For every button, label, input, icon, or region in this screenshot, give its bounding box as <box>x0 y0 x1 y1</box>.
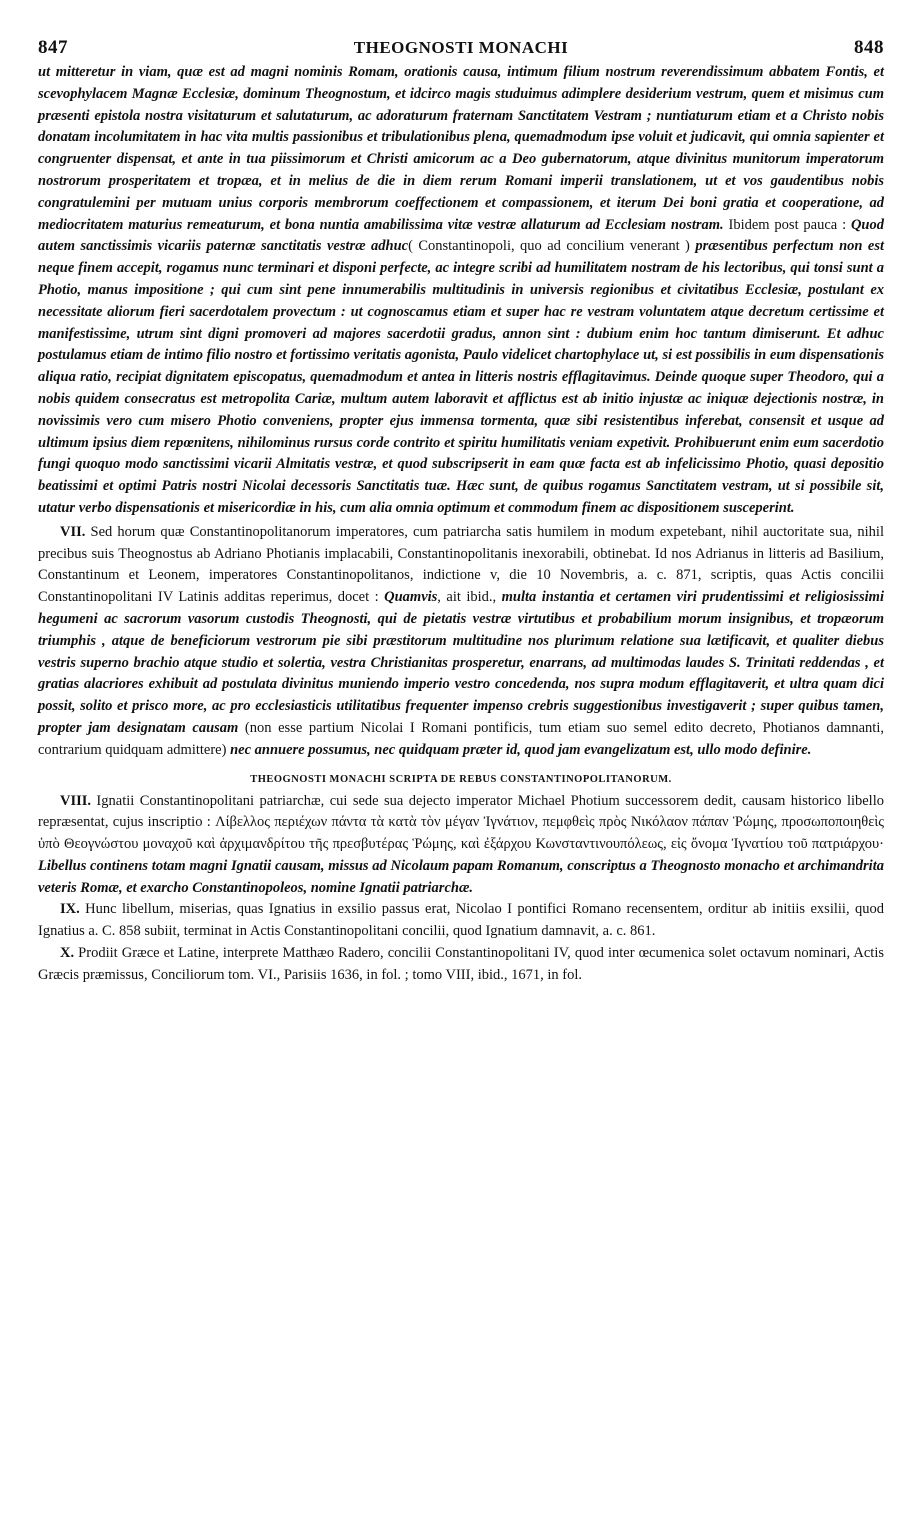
section-number: X. <box>60 945 75 962</box>
section-number: IX. <box>60 901 80 918</box>
italic-text: Quamvis <box>384 589 438 606</box>
section-number: VII. <box>60 523 86 540</box>
roman-text: Sed horum quæ Constantinopolitanorum imperatores, cum patriarcha satis humilem in modum expetebant, nihil auctoritate sua, nihil precibus suis Theognostus ab Adriano Photianis implacabili, Constantinopolitanis inexorabili, obtinebat. Id nos Adrianus in litteris ad Basilium, Constantinum et Leonem, imperatores Constantinopolitanos, indictione v, die 10 Novembris, a. c. 871, scriptis, quas Actis concilii Constantinopolitani IV Latinis additas reperimus, docet : <box>38 523 884 606</box>
italic-text: ut mitteretur in viam, quæ est ad magni nominis Romam, orationis causa, intimum filium nostrum reverendissimum abbatem Fontis, et scevophylacem Magnæ Ecclesiæ, dominum Theognostum, et idcirco magis studuimus adimplere desiderium vestrum, quem et misimus cum præsenti epistola nostra visitaturum et salutaturum, ac adoraturum fraternam Sanctitatem Vestram ; nuntiaturum etiam et a Christo nobis donatam incolumitatem in hac vita multis passionibus et tribulationibus plena, quemadmodum ipse voluit et judicavit, qui omnia sapienter et congruenter dispensat, et ante in tua piissimorum et Christi amicorum ac a Deo gubernatorum, atque divinitus munitorum imperatorum nostrorum prosperitatem et tropæa, et in melius de die in diem rerum Romani imperii translationem, ut et vos gaudentibus nobis congratulemini per mutuam unius corporis membrorum coeffectionem et compassionem, et iterum Dei boni gratia et cooperatione, ad mediocritatem maturius remeaturum, et bona nuntia amabilissima vitæ vestræ allaturum ad Ecclesiam nostram. <box>38 64 884 233</box>
roman-text: , ait ibid., <box>437 589 502 606</box>
paragraph-ix <box>38 899 884 943</box>
paragraph-vii <box>38 522 884 762</box>
roman-text: (non esse partium Nicolai I Romani pontificis, tum etiam suo semel edito decreto, Photianos damnanti, contrarium quidquam admittere) <box>38 719 884 758</box>
paragraph-x <box>38 943 884 987</box>
italic-text: Quod autem sanctissimis vicariis paternæ sanctitatis vestræ adhuc <box>38 216 884 255</box>
italic-text: multa instantia et certamen viri prudentissimi et religiosissimi hegumeni ac sacrorum vasorum custodis Theognosti, qui de pietatis vestræ virtutibus et probabilium morum insignibus, et tropæorum triumphis , atque de beneficiorum vestrorum pie sibi præstitorum multitudine nos plurimum relatione sua lætificavit, et qualiter diebus vestris superno brachio atque studio et solertia, vestra Christianitas prosperetur, enarrans, ad multimodas laudes S. Trinitati reddendas , et gratias alacriores exhibuit ad postulata divinitus muniendo imperio vestro concedenda, nos supra modum efflagitaverit, et ultra quam dici possit, solito et prisco more, ac pro ecclesiasticis utilitatibus frequenter impenso crebris suggestionibus investigaverit ; super quibus tamen, propter jam designatam causam <box>38 589 884 736</box>
roman-text: ( Constantinopoli, quo ad concilium venerant ) <box>408 238 690 255</box>
section-number: VIII. <box>60 792 92 809</box>
section-heading: THEOGNOSTI MONACHI SCRIPTA DE REBUS CONSTANTINOPOLITANORUM. <box>250 773 672 785</box>
page-number-left: 847 <box>38 37 68 58</box>
italic-text: Libellus continens totam magni Ignatii causam, missus ad Nicolaum papam Romanum, conscriptus a Theognosto monacho et archimandrita veteris Romæ, et exarcho Constantinopoleos, nomine Ignatii patriarchæ. <box>38 857 884 896</box>
roman-text: Prodiit Græce et Latine, interprete Matthæo Radero, concilii Constantinopolitani IV, quod inter œcumenica solet octavum nominari, Actis Græcis præmissus, Conciliorum tom. VI., Parisiis 1636, in fol. ; tomo VIII, ibid., 1671, in fol. <box>38 945 884 983</box>
italic-text: præsentibus perfectum non est neque finem accepit, rogamus nunc terminari et disponi perfecte, ac integre scribi ad humilitatem nostram de his lectoribus, qui tonsi sunt a Photio, manus impositione ; qui cum sint pene innumerabilis multitudinis in universis regionibus et civitatibus Ecclesiæ, postulant ex necessitate aliorum fieri sacerdotalem provectum : ut cognoscamus etiam et super hac re vestram voluntatem atque decretum certissime et manifestissime, utrum sint digni promoveri ad majores sacerdotii gradus, annon sint : dubium enim hoc tantum dimiserunt. Et adhuc postulamus etiam de intimo filio nostro et fortissimo veritatis agonista, Paulo videlicet chartophylace ut, si est possibilis in eum dispensationis aliqua ratio, recipiat dignitatem episcopatus, quemadmodum et antea in litteris nostris efflagitavimus. Deinde quoque super Theodoro, qui a nobis quidem consecratus est metropolita Cariæ, multum autem laboravit et afflictus est ab initio injustæ ac iniquæ dejectionis nostræ, in novissimis vero cum misero Photio conveniens, propter ejus immensa tormenta, quæ sibi resistentibus inferebat, consensit et usque ad ultimum ipsius diem repœnitens, nihilominus rursus corde contrito et spiritu humilitatis veniam expetivit. Prohibuerunt enim eum sacerdotio fungi quoquo modo sanctissimi vicarii Almitatis vestræ, et quod subscripserit in eam quæ facta est ab infelicissimo Photio, quasi depositio beatissimi et optimi Patris nostri Nicolai decessoris Sanctitatis tuæ. Hæc sunt, de quibus rogamus Sanctitatem vestram, ut si possibile sit, utatur verbo dispensationis et misericordiæ in his, cum alia omnia optimum et commodum finem ac dispositionem susceperint. <box>38 238 884 516</box>
paragraph-viii <box>38 791 884 900</box>
running-head <box>38 38 884 58</box>
page-number-right: 848 <box>853 37 884 58</box>
running-title: THEOGNOSTI MONACHI <box>353 38 569 57</box>
greek-text: Λίβελλος περιέχων πάντα τὰ κατὰ τὸν μέγαν Ἰγνάτιον, πεμφθεὶς πρὸς Νικόλαον πάπαν Ῥώμης, προσωποποιηθεὶς ὑπὸ Θεογνώστου μοναχοῦ καὶ ἀρχιμανδρίτου τῆς πρεσβυτέρας Ῥώμης, καὶ ἐξάρχου Κωνσταντινουπόλεως, εἰς ὄνομα Ἰγνατίου τοῦ πατριάρχου· <box>38 814 884 853</box>
paragraph-letter-continuation <box>38 62 884 520</box>
roman-text: Ibidem post pauca : <box>723 216 851 233</box>
roman-text: Ignatii Constantinopolitani patriarchæ, cui sede sua dejecto imperator Michael Photium successorem dedit, causam historico libello repræsentat, cujus inscriptio : <box>38 792 884 831</box>
roman-text: Hunc libellum, miserias, quas Ignatius in exsilio passus erat, Nicolao I pontifici Romano recensentem, orditur ab initiis exsilii, quod Ignatius a. C. 858 subiit, terminat in Actis Constantinopolitani concilii, quod Ignatium damnavit, a. c. 861. <box>38 901 884 940</box>
italic-text: nec annuere possumus, nec quidquam præter id, quod jam evangelizatum est, ullo modo definire. <box>230 741 812 758</box>
